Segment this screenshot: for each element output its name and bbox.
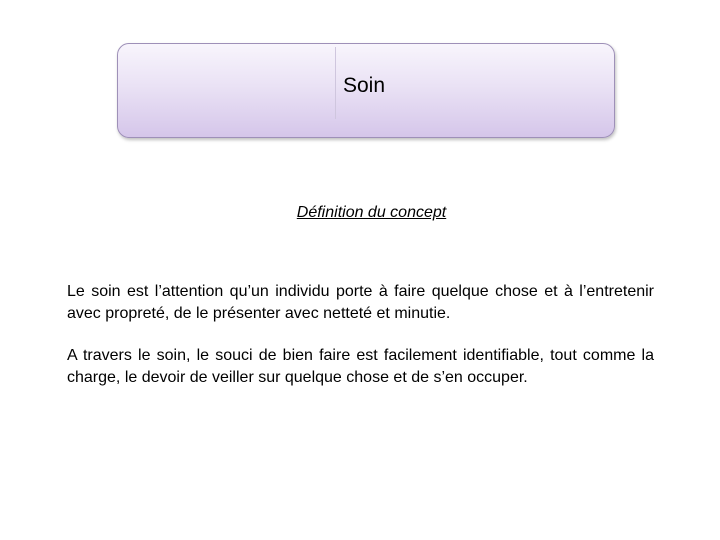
slide-subtitle: Définition du concept [296,204,447,221]
slide-title: Soin [343,74,386,97]
paragraph-context: A travers le soin, le souci de bien faire est facilement identifiable, tout comme la charge, le devoir de veiller sur quelque chose et de s’en occuper. [67,347,654,386]
paragraph-definition: Le soin est l’attention qu’un individu porte à faire quelque chose et à l’entretenir avec propreté, de le présenter avec netteté et minutie. [67,283,654,322]
title-box [117,43,615,138]
title-divider [335,47,336,119]
